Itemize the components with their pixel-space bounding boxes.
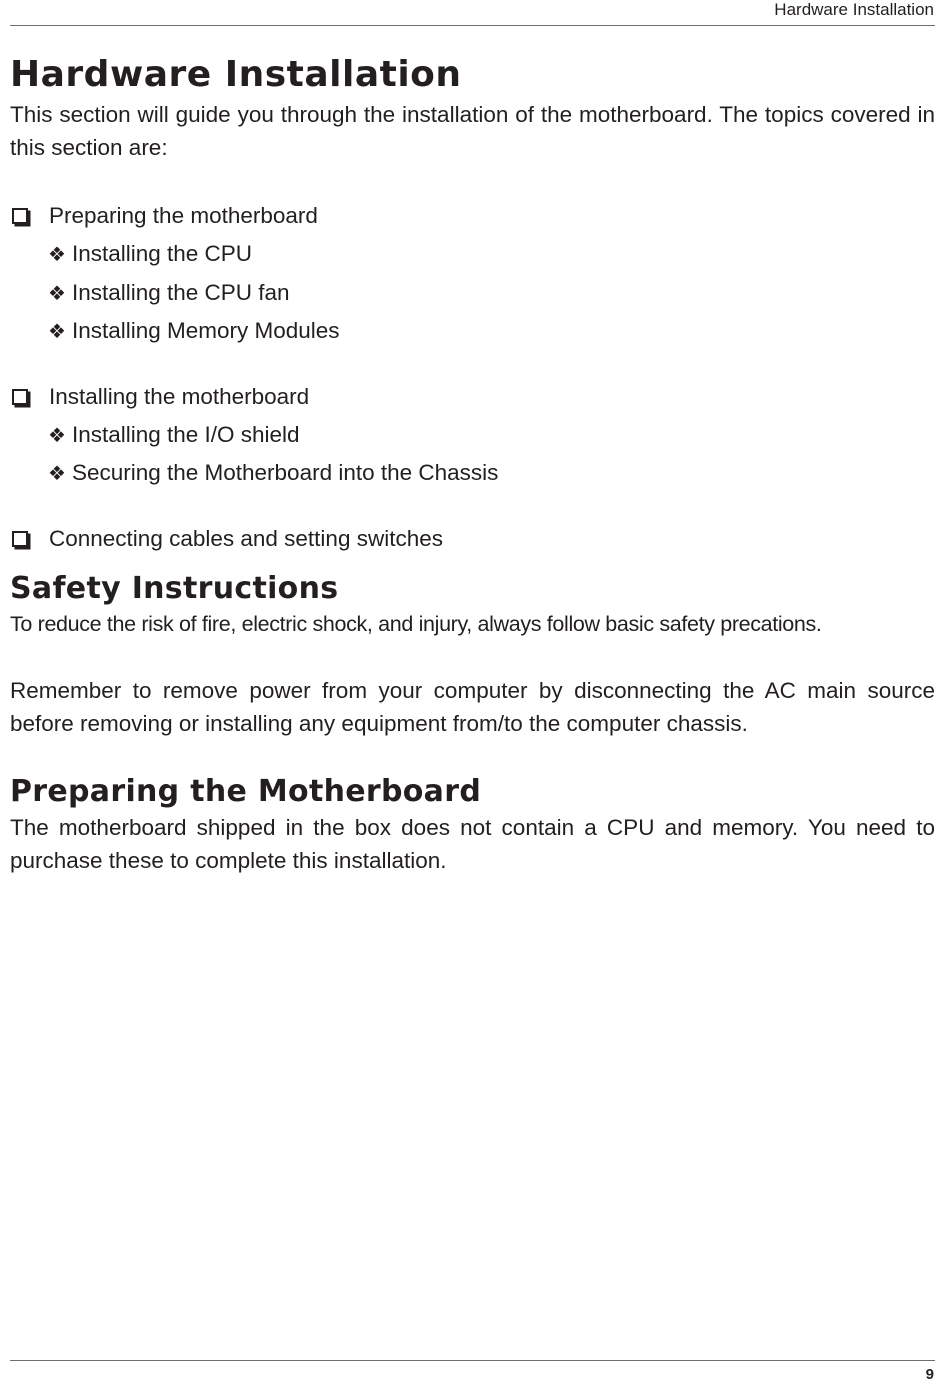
intro-paragraph: This section will guide you through the installation of the motherboard. The topics covered in this section are:: [10, 102, 935, 160]
checkbox-icon: [12, 208, 28, 224]
running-header: Hardware Installation: [774, 0, 934, 19]
page-content: [10, 52, 935, 877]
topic-group: [10, 378, 935, 493]
topic-label: Installing the motherboard: [49, 383, 310, 409]
diamond-icon: ❖: [48, 242, 66, 267]
subtopic-item: [48, 454, 935, 493]
safety-paragraph-2: Remember to remove power from your computer by disconnecting the AC main source before removing or installing any equipment from/to the computer chassis.: [10, 677, 935, 736]
preparing-heading: Preparing the Motherboard: [10, 773, 482, 809]
checkbox-icon: [12, 389, 28, 405]
topic-label: Preparing the motherboard: [49, 203, 318, 228]
topic-group: [10, 197, 935, 351]
subtopic-item: [48, 274, 935, 313]
subtopic-list: [10, 416, 935, 493]
footer-divider: [10, 1360, 935, 1361]
subtopic-label: Installing the I/O shield: [71, 421, 300, 447]
topic-item: [10, 197, 935, 235]
topic-item: [10, 378, 935, 416]
subtopic-item: [48, 312, 935, 351]
topic-group: [10, 520, 935, 558]
diamond-icon: ❖: [48, 422, 66, 447]
diamond-icon: ❖: [48, 461, 66, 486]
page-number: 9: [925, 1366, 934, 1383]
diamond-icon: ❖: [48, 319, 66, 344]
subtopic-item: [48, 235, 935, 274]
safety-paragraph-1: To reduce the risk of fire, electric shock, and injury, always follow basic safety precations.: [10, 611, 822, 636]
checkbox-icon: [12, 531, 28, 547]
subtopic-item: [48, 416, 935, 455]
preparing-paragraph: The motherboard shipped in the box does not contain a CPU and memory. You need to purchase these to complete this installation.: [10, 814, 935, 873]
header-divider: [10, 25, 935, 26]
safety-heading: Safety Instructions: [10, 570, 339, 606]
page-title: Hardware Installation: [10, 54, 462, 95]
diamond-icon: ❖: [48, 280, 66, 305]
topic-list: [10, 197, 935, 558]
subtopic-label: Installing the CPU: [71, 241, 253, 267]
topic-item: [10, 520, 935, 558]
subtopic-label: Installing Memory Modules: [71, 318, 340, 344]
subtopic-label: Installing the CPU fan: [71, 279, 290, 305]
subtopic-list: [10, 235, 935, 351]
subtopic-label: Securing the Motherboard into the Chassis: [71, 460, 499, 486]
topic-label: Connecting cables and setting switches: [49, 525, 443, 551]
